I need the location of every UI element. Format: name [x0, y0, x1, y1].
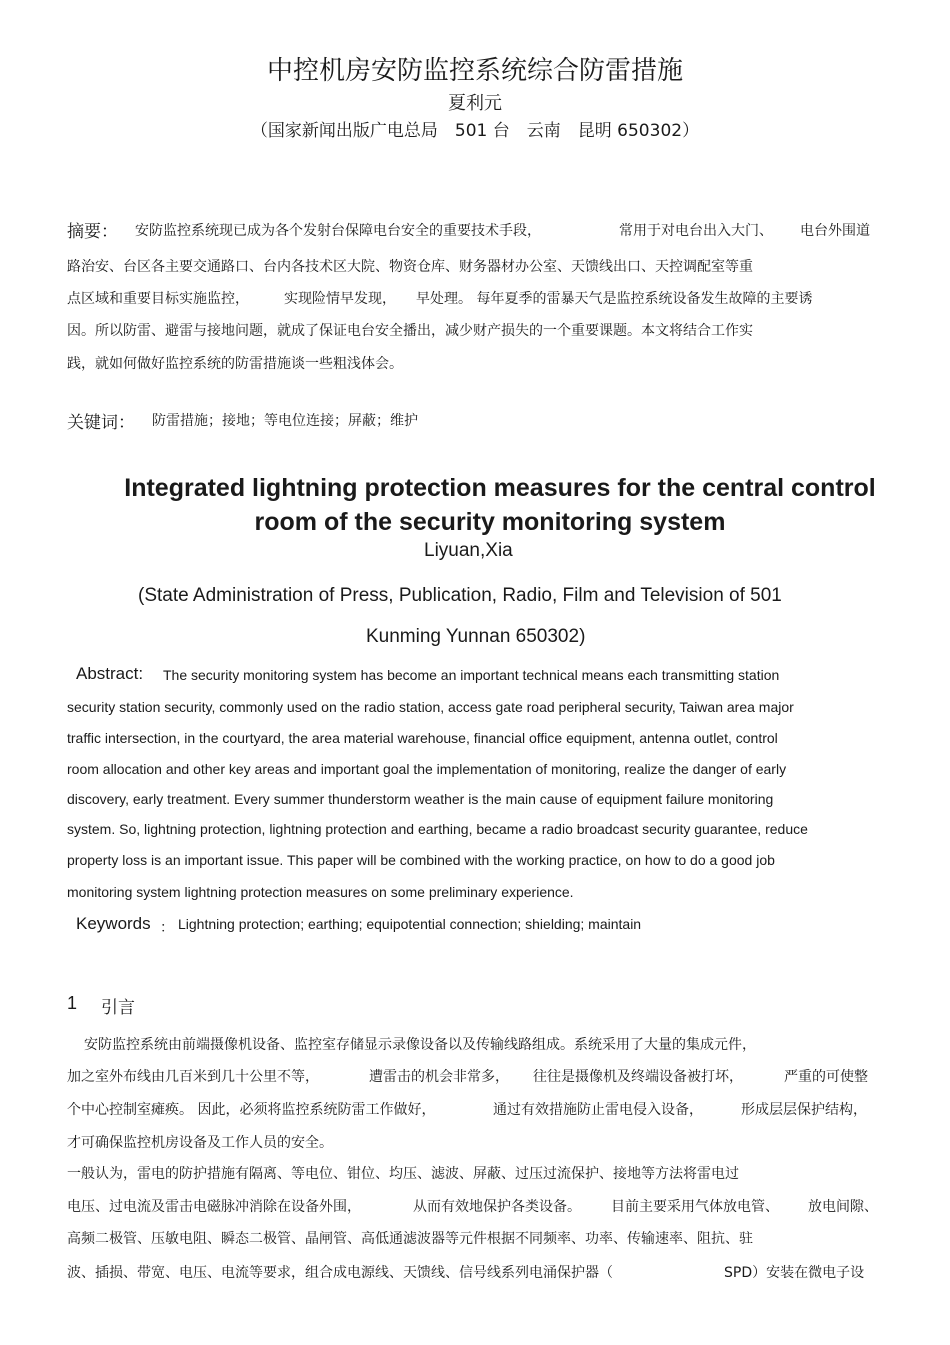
abstract-line-en: room allocation and other key areas and important goal the implementation of monitoring, realize the danger of early	[67, 761, 787, 777]
abstract-line-en: monitoring system lightning protection measures on some preliminary experience.	[67, 884, 574, 900]
abstract-label-en: Abstract:	[76, 664, 144, 683]
body-line: 波、插损、带宽、电压、电流等要求，组合成电源线、天馈线、信号线系列电涌保护器（	[67, 1265, 613, 1281]
affiliation-en-line1: (State Administration of Press, Publication, Radio, Film and Television of 501	[138, 585, 782, 606]
abstract-line-cn: 早处理。 每年夏季的雷暴天气是监控系统设备发生故障的主要诱	[416, 291, 813, 307]
keywords-cn: 防雷措施；接地；等电位连接；屏蔽；维护	[152, 413, 418, 429]
body-line: 才可确保监控机房设备及工作人员的安全。	[67, 1135, 333, 1151]
abstract-line-en: traffic intersection, in the courtyard, the area material warehouse, financial office equipment, antenna outlet, control	[67, 730, 778, 746]
abstract-line-cn: 安防监控系统现已成为各个发射台保障电台安全的重要技术手段，	[135, 223, 541, 239]
body-line: 严重的可使整	[784, 1069, 868, 1085]
body-line: 目前主要采用气体放电管、	[611, 1199, 779, 1215]
author-en: Liyuan,Xia	[424, 540, 513, 561]
body-line: 一般认为，雷电的防护措施有隔离、等电位、钳位、均压、滤波、屏蔽、过压过流保护、接地等方法将雷电过	[67, 1166, 739, 1182]
abstract-line-cn: 践，就如何做好监控系统的防雷措施谈一些粗浅体会。	[67, 356, 403, 372]
abstract-line-en: property loss is an important issue. This paper will be combined with the working practice, on how to do a good job	[67, 852, 775, 868]
paper-title-en-line2: room of the security monitoring system	[254, 508, 726, 536]
keywords-separator: ：	[160, 919, 174, 935]
body-line: 遭雷击的机会非常多，	[369, 1069, 509, 1085]
body-line: 形成层层保护结构，	[741, 1102, 867, 1118]
abstract-line-cn: 点区域和重要目标实施监控，	[67, 291, 249, 307]
author-cn: 夏利元	[448, 93, 502, 114]
keywords-label-en: Keywords	[76, 914, 151, 933]
body-line: 个中心控制室瘫痪。 因此，必须将监控系统防雷工作做好，	[67, 1102, 436, 1118]
affiliation-cn: （国家新闻出版广电总局 501 台 云南 昆明 650302）	[250, 121, 700, 141]
keywords-label-cn: 关键词：	[67, 413, 135, 433]
paper-title-cn: 中控机房安防监控系统综合防雷措施	[266, 56, 683, 86]
abstract-line-cn: 因。所以防雷、避雷与接地问题，就成了保证电台安全播出，减少财产损失的一个重要课题。本文将结合工作实	[67, 323, 753, 339]
body-line: 往往是摄像机及终端设备被打坏，	[533, 1069, 743, 1085]
body-line: 通过有效措施防止雷电侵入设备，	[493, 1102, 703, 1118]
abstract-line-cn: 路治安、台区各主要交通路口、台内各技术区大院、物资仓库、财务器材办公室、天馈线出口、天控调配室等重	[67, 259, 753, 275]
body-line: 高频二极管、压敏电阻、瞬态二极管、晶闸管、高低通滤波器等元件根据不同频率、功率、传输速率、阻抗、驻	[67, 1231, 753, 1247]
body-line: 从而有效地保护各类设备。	[413, 1199, 581, 1215]
abstract-line-en: security station security, commonly used on the radio station, access gate road peripheral security, Taiwan area major	[67, 699, 794, 715]
abstract-line-en: The security monitoring system has become an important technical means each transmitting station	[163, 667, 780, 683]
body-line: 放电间隙、	[808, 1199, 878, 1215]
abstract-line-cn: 电台外围道	[800, 223, 870, 239]
affiliation-en-line2: Kunming Yunnan 650302)	[366, 626, 586, 647]
body-line: 加之室外布线由几百米到几十公里不等，	[67, 1069, 319, 1085]
keywords-en: Lightning protection; earthing; equipotential connection; shielding; maintain	[178, 916, 642, 932]
abstract-line-cn: 实现险情早发现，	[284, 291, 396, 307]
body-line: 安防监控系统由前端摄像机设备、监控室存储显示录像设备以及传输线路组成。系统采用了大量的集成元件，	[84, 1037, 756, 1053]
body-line: SPD）安装在微电子设	[724, 1265, 865, 1281]
body-line: 电压、过电流及雷击电磁脉冲消除在设备外围，	[67, 1199, 361, 1215]
abstract-line-cn: 常用于对电台出入大门、	[619, 223, 773, 239]
section-number: 1	[67, 993, 78, 1013]
abstract-line-en: discovery, early treatment. Every summer thunderstorm weather is the main cause of equipment failure monitoring	[67, 791, 774, 807]
section-heading: 引言	[101, 998, 135, 1018]
abstract-label-cn: 摘要：	[67, 222, 118, 242]
abstract-line-en: system. So, lightning protection, lightning protection and earthing, became a radio broadcast security guarantee, reduce	[67, 821, 808, 837]
paper-title-en-line1: Integrated lightning protection measures for the central control	[124, 474, 876, 502]
